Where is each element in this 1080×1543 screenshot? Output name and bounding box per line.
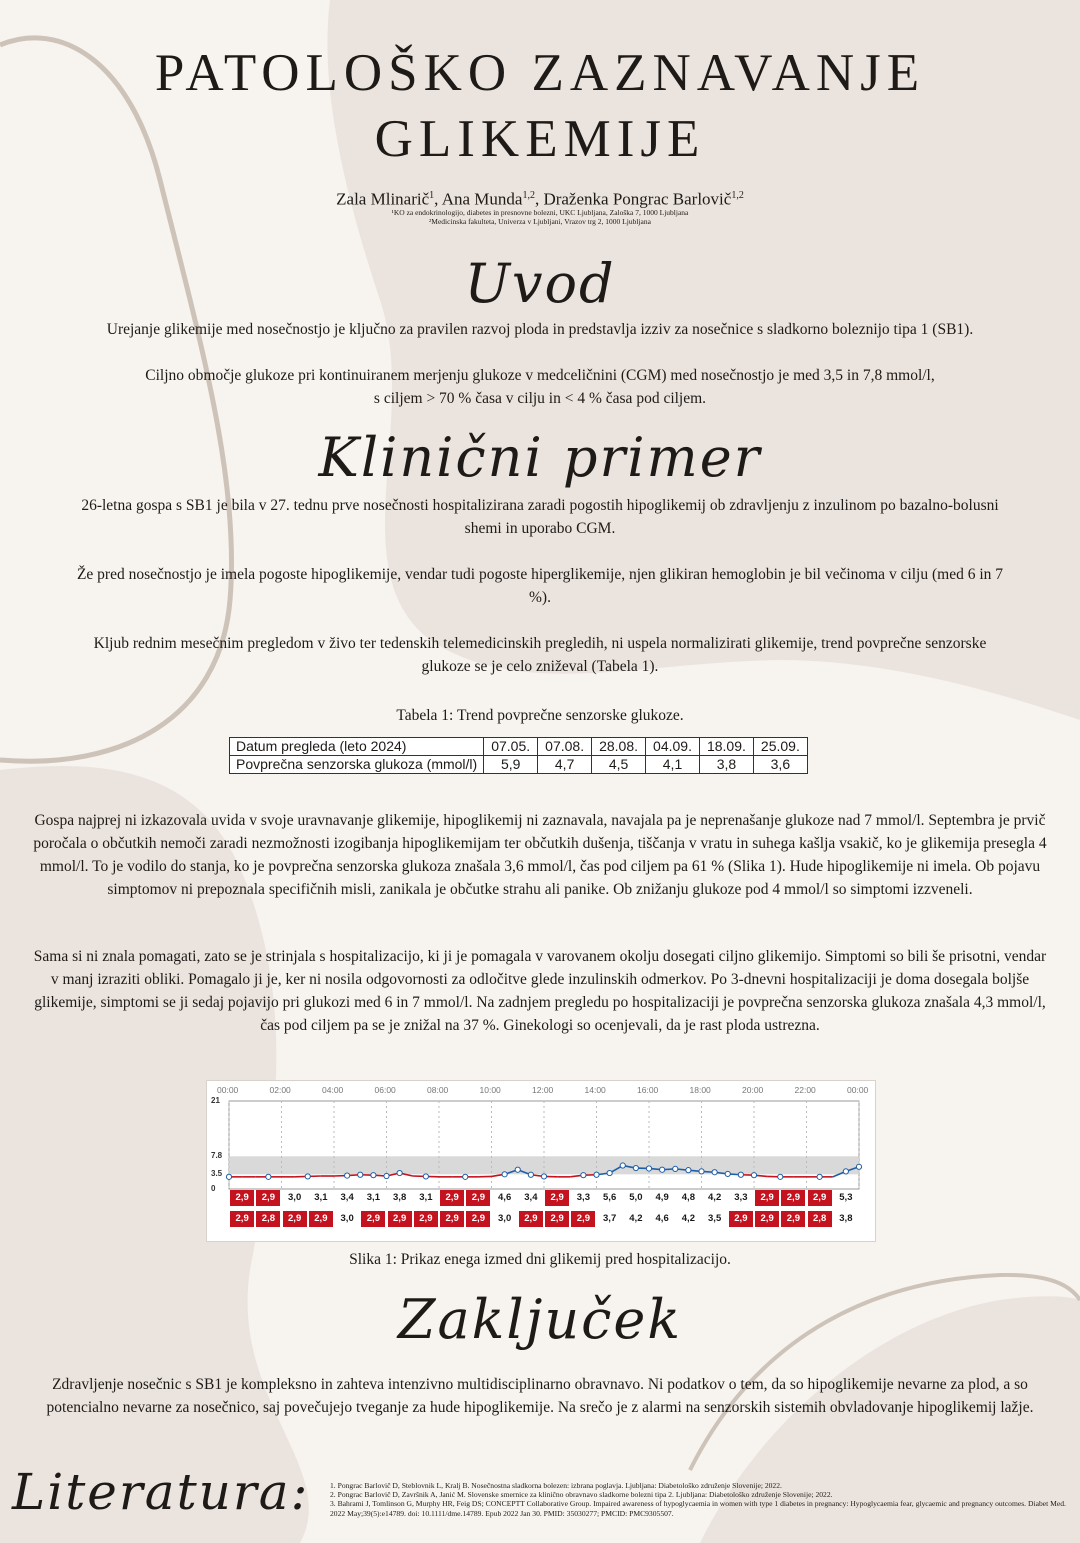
glucose-value-cell: 3,8 [834, 1211, 858, 1227]
glucose-value-cell: 3,5 [703, 1211, 727, 1227]
x-tick-label: 14:00 [584, 1085, 606, 1095]
table-cell: 3,8 [699, 756, 753, 774]
table-cell: 3,6 [753, 756, 807, 774]
glucose-value-cell: 4,6 [650, 1211, 674, 1227]
glucose-point [660, 1167, 665, 1172]
glucose-value-cell: 4,2 [676, 1211, 700, 1227]
table-cell: Povprečna senzorska glukoza (mmol/l) [230, 756, 484, 774]
poster-title-line1: PATOLOŠKO ZAZNAVANJE [154, 44, 926, 102]
glucose-value-cell: 2,9 [781, 1211, 805, 1227]
primer-paragraph-2: Že pred nosečnostjo je imela pogoste hipoglikemije, vendar tudi pogoste hiperglikemije, njen glikiran hemoglobin je bil večinoma v cilju (med 6 in 7 %). [76, 566, 1004, 606]
glucose-point [738, 1172, 743, 1177]
author-3: , Draženka Pongrac Barlovič [534, 189, 732, 209]
glucose-value-cell: 2,9 [414, 1211, 438, 1227]
poster-title [0, 40, 1080, 172]
glucose-value-cell: 2,9 [466, 1190, 490, 1206]
glucose-value-cell: 2,9 [440, 1190, 464, 1206]
glucose-point [751, 1173, 756, 1178]
table-cell: 07.05. [484, 738, 538, 756]
glucose-value-cell: 2,9 [466, 1211, 490, 1227]
glucose-point [463, 1174, 468, 1179]
heading-literatura: Literatura: [12, 1463, 310, 1521]
x-tick-label: 06:00 [374, 1085, 396, 1095]
glucose-value-cell: 2,8 [256, 1211, 280, 1227]
glucose-point [371, 1173, 376, 1178]
glucose-value-cell: 2,9 [781, 1190, 805, 1206]
glucose-value-cell: 4,2 [624, 1211, 648, 1227]
table-cell: 25.09. [753, 738, 807, 756]
reference-item: 1. Pongrac Barlovič D, Steblovnik L, Kralj B. Nosečnostna sladkorna bolezen: izbrana poglavja. Ljubljana: Diabetološko združenje Slovenije; 2022. [330, 1481, 782, 1490]
glucose-point [633, 1165, 638, 1170]
glucose-value-cell: 4,8 [676, 1190, 700, 1206]
table-cell: 28.08. [592, 738, 646, 756]
glucose-value-cell: 4,2 [703, 1190, 727, 1206]
glucose-point [594, 1172, 599, 1177]
glucose-point [607, 1170, 612, 1175]
glucose-point [423, 1174, 428, 1179]
glucose-point [712, 1170, 717, 1175]
table-cell: Datum pregleda (leto 2024) [230, 738, 484, 756]
heading-zakljucek: Zaključek [397, 1288, 683, 1351]
glucose-value-cell: 2,9 [519, 1211, 543, 1227]
references-list [330, 1481, 1070, 1518]
glucose-point [384, 1173, 389, 1178]
glucose-value-cell: 5,3 [834, 1190, 858, 1206]
uvod-paragraph-1: Urejanje glikemije med nosečnostjo je ključno za pravilen razvoj ploda in predstavlja izziv za nosečnice s sladkorno boleznijo tipa 1 (SB1). [106, 321, 974, 338]
table-cell: 04.09. [646, 738, 700, 756]
glucose-value-cell: 3,8 [388, 1190, 412, 1206]
x-tick-label: 12:00 [532, 1085, 554, 1095]
author-1: Zala Mlinarič [336, 189, 430, 209]
glucose-point [528, 1172, 533, 1177]
glucose-value-cell: 2,9 [440, 1211, 464, 1227]
glucose-point [620, 1163, 625, 1168]
glucose-value-cell: 2,9 [808, 1190, 832, 1206]
glucose-value-cell: 4,6 [493, 1190, 517, 1206]
heading-klinicni-primer: Klinični primer [318, 426, 762, 489]
glucose-point [843, 1169, 848, 1174]
x-tick-label: 18:00 [689, 1085, 711, 1095]
uvod-paragraph-2b: s ciljem > 70 % časa v cilju in < 4 % časa pod ciljem. [373, 390, 707, 407]
glucose-value-cell: 2,9 [755, 1190, 779, 1206]
table-row [230, 756, 808, 774]
author-3-sup: 1,2 [731, 190, 744, 201]
x-tick-label: 16:00 [637, 1085, 659, 1095]
affiliations [0, 208, 1080, 226]
table-cell: 4,5 [592, 756, 646, 774]
glucose-value-cell: 2,9 [309, 1211, 333, 1227]
glucose-value-cell: 2,9 [729, 1211, 753, 1227]
glucose-point [226, 1174, 231, 1179]
glucose-point [725, 1171, 730, 1176]
x-tick-label: 00:00 [847, 1085, 869, 1095]
glucose-value-cell: 2,9 [755, 1211, 779, 1227]
y-tick-label: 7.8 [211, 1151, 223, 1161]
glucose-value-cell: 4,9 [650, 1190, 674, 1206]
primer-paragraph-5: Sama si ni znala pomagati, zato se je strinjala s hospitalizacijo, ki ji je pomagala v varovanem okolju dosegati ciljno glikemijo. Simptomi so bili še prisotni, vendar v manj izraziti obliki. Pomagalo ji je, ker ni nosila odgovornosti za odločitve glede inzulinskih odmerkov. Po 3-dnevni hospitalizaciji je doma dosegala boljše glikemije, simptomi se ji sedaj pojavijo pri glukozi med 6 in 7 mmol/l. Na zadnjem pregledu po hospitalizaciji je povprečna senzorska glukoza znašala 4,3 mmol/l, čas pod ciljem pa se je znižal na 37 %. Ginekologi so ocenjevali, da je rast ploda ustrezna. [33, 948, 1047, 1034]
primer-section [75, 494, 1005, 701]
glucose-value-cell: 2,8 [808, 1211, 832, 1227]
x-tick-label: 00:00 [217, 1085, 239, 1095]
glucose-value-cell: 3,4 [335, 1190, 359, 1206]
authors [0, 186, 1080, 210]
glucose-value-cell: 2,9 [571, 1211, 595, 1227]
reference-item: 3. Bahrami J, Tomlinson G, Murphy HR, Feig DS; CONCEPTT Collaborative Group. Impaired awareness of hypoglycaemia in women with type 1 diabetes in pregnancy: Hypoglycaemia fear, glycaemic and pregnancy outcomes. Diabet Med. 2022 May;39(5):e14789. doi: 10.1111/dme.14789. Epub 2022 Jan 30. PMID: 35030277; PMCID: PMC9305507. [330, 1499, 1066, 1518]
glucose-value-cell: 3,3 [571, 1190, 595, 1206]
glucose-value-cell: 2,9 [283, 1211, 307, 1227]
x-tick-label: 10:00 [479, 1085, 501, 1095]
primer-paragraph-1: 26-letna gospa s SB1 je bila v 27. tednu prve nosečnosti hospitalizirana zaradi pogostih hipoglikemij ob zdravljenju z inzulinom po bazalno-bolusni shemi in uporabo CGM. [81, 497, 999, 537]
x-tick-label: 22:00 [794, 1085, 816, 1095]
glucose-value-cell: 3,1 [414, 1190, 438, 1206]
glucose-point [673, 1166, 678, 1171]
figure-caption: Slika 1: Prikaz enega izmed dni glikemij pred hospitalizacijo. [349, 1251, 731, 1268]
glucose-point [345, 1173, 350, 1178]
heading-uvod: Uvod [464, 252, 616, 315]
y-tick-label: 3.5 [211, 1169, 223, 1179]
table-cell: 5,9 [484, 756, 538, 774]
affiliation-2: ²Medicinska fakulteta, Univerza v Ljubljani, Vrazov trg 2, 1000 Ljubljana [429, 217, 651, 226]
zakljucek-paragraph: Zdravljenje nosečnic s SB1 je kompleksno in zahteva intenzivno multidisciplinarno obravnavo. Ni podatkov o tem, da so hipoglikemije nevarne za plod, a so potencialno nevarne za nosečnico, saj povečujejo tveganje za hude hipoglikemije. Na srečo je z alarmi na senzorskih sistemih obvladovanje hipoglikemij lažje. [46, 1376, 1034, 1416]
glucose-value-cell: 2,9 [545, 1190, 569, 1206]
uvod-section [40, 318, 1040, 410]
glucose-value-cell: 2,9 [388, 1211, 412, 1227]
glucose-point [646, 1166, 651, 1171]
glucose-point [541, 1174, 546, 1179]
x-tick-label: 02:00 [269, 1085, 291, 1095]
x-tick-label: 20:00 [742, 1085, 764, 1095]
glucose-value-cell: 3,1 [361, 1190, 385, 1206]
table-cell: 4,7 [538, 756, 592, 774]
reference-item: 2. Pongrac Barlovič D, Završnik A, Janić M. Slovenske smernice za klinično obravnavo sladkorne bolezni tipa 2. Ljubljana: Diabetološko združenje Slovenije; 2022. [330, 1490, 833, 1500]
uvod-paragraph-2a: Ciljno območje glukoze pri kontinuiranem merjenju glukoze v medceličnini (CGM) med nosečnostjo je med 3,5 in 7,8 mmol/l, [145, 367, 935, 384]
glucose-point [502, 1172, 507, 1177]
glucose-value-cell: 2,9 [361, 1211, 385, 1227]
x-tick-label: 08:00 [427, 1085, 449, 1095]
glucose-point [266, 1174, 271, 1179]
glucose-point [305, 1174, 310, 1179]
author-2: , Ana Munda [434, 189, 523, 209]
x-tick-label: 04:00 [322, 1085, 344, 1095]
glucose-point [686, 1168, 691, 1173]
poster-title-line2: GLIKEMIJE [374, 110, 706, 168]
glucose-point [515, 1167, 520, 1172]
glucose-value-cell: 3,0 [335, 1211, 359, 1227]
table-cell: 18.09. [699, 738, 753, 756]
glucose-value-cell: 5,0 [624, 1190, 648, 1206]
glucose-value-cell: 3,7 [598, 1211, 622, 1227]
glucose-point [778, 1174, 783, 1179]
affiliation-1: ¹KO za endokrinologijo, diabetes in presnovne bolezni, UKC Ljubljana, Zaloška 7, 1000 Ljubljana [391, 208, 689, 217]
glucose-point [358, 1172, 363, 1177]
glucose-point [397, 1170, 402, 1175]
cgm-daily-chart [206, 1080, 876, 1242]
glucose-point [817, 1174, 822, 1179]
author-2-sup: 1,2 [522, 190, 535, 201]
table-caption: Tabela 1: Trend povprečne senzorske glukoze. [396, 707, 684, 724]
glucose-value-cell: 2,9 [230, 1190, 254, 1206]
glucose-value-cell: 3,4 [519, 1190, 543, 1206]
primer-paragraph-3: Kljub rednim mesečnim pregledom v živo ter tedenskih telemedicinskih pregledih, ni uspela normalizirati glikemije, trend povprečne senzorske glukoze se je celo zniževal (Tabela 1). [93, 635, 987, 675]
table-cell: 4,1 [646, 756, 700, 774]
glucose-value-cell: 3,0 [493, 1211, 517, 1227]
glucose-value-cell: 3,3 [729, 1190, 753, 1206]
primer-paragraph-4: Gospa najprej ni izkazovala uvida v svoje uravnavanje glikemije, hipoglikemij ni zaznavala, navajala pa je neprenašanje glukoze nad 7 mmol/l. Septembra je prvič poročala o občutkih nemoči zaradi nezmožnosti izogibanja hipoglikemijam ter občutkih dušenja, tiščanja v vratu in suhega kašlja vsakič, ko je glikemija presegla 4 mmol/l. To je vodilo do stanja, ko je povprečna senzorska glukoza znašala 3,6 mmol/l, čas pod ciljem pa 61 % (Slika 1). Hude hipoglikemije ni imela. Ob pojavu simptomov ni prepoznala specifičnih misli, zanikala je občutke strahu ali panike. Ob znižanju glukoze pod 4 mmol/l so simptomi izzveneli. [33, 812, 1047, 898]
y-tick-label: 0 [211, 1184, 216, 1193]
glucose-value-cell: 3,1 [309, 1190, 333, 1206]
glucose-value-cell: 3,0 [283, 1190, 307, 1206]
glucose-point [856, 1164, 861, 1169]
glucose-value-cell: 5,6 [598, 1190, 622, 1206]
glucose-point [699, 1169, 704, 1174]
glucose-value-cell: 2,9 [545, 1211, 569, 1227]
table-row [230, 738, 808, 756]
glucose-point [581, 1173, 586, 1178]
glucose-value-cell: 2,9 [256, 1190, 280, 1206]
glucose-value-cell: 2,9 [230, 1211, 254, 1227]
table-cell: 07.08. [538, 738, 592, 756]
author-1-sup: 1 [429, 190, 435, 201]
y-tick-label: 21 [211, 1096, 220, 1105]
glucose-trend-table [229, 737, 808, 774]
